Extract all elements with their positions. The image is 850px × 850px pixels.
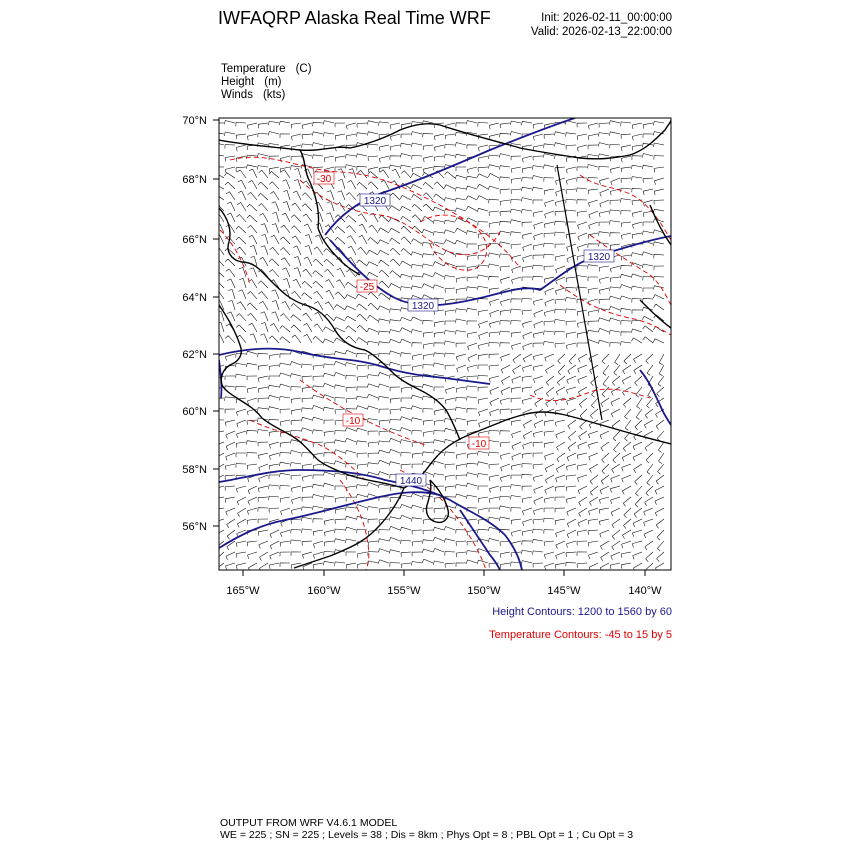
valid-time: Valid: 2026-02-13_22:00:00 [530, 26, 672, 38]
height-contour-label: 1320 [411, 301, 435, 312]
lon-label: 150°W [467, 585, 501, 597]
height-contour [460, 510, 500, 570]
lon-label: 145°W [547, 585, 581, 597]
height-contour-label: 1320 [363, 196, 387, 207]
coastline [300, 150, 360, 275]
init-time: Init: 2026-02-11_00:00:00 [541, 12, 672, 24]
lat-label: 68°N [182, 174, 207, 186]
lon-axis [243, 570, 645, 576]
coastline [219, 124, 440, 151]
temperature-contour [340, 480, 369, 570]
variable-unit: (kts) [262, 89, 286, 101]
temp-contour-label: -25 [359, 282, 375, 293]
temperature-contour [300, 180, 500, 255]
temperature-contour [300, 380, 425, 445]
model-config: WE = 225 ; SN = 225 ; Levels = 38 ; Dis = 8km ; Phys Opt = 8 ; PBL Opt = 1 ; Cu Opt = 3 [220, 829, 634, 841]
height-contour-note: Height Contours: 1200 to 1560 by 60 [492, 606, 672, 618]
lat-axis [213, 120, 219, 526]
alaska-canada-border [557, 165, 602, 420]
height-contour [219, 470, 522, 570]
temperature-contour [420, 215, 487, 270]
lon-label: 155°W [387, 585, 421, 597]
coastline [219, 305, 262, 418]
lat-label: 56°N [182, 521, 207, 533]
lat-label: 58°N [182, 464, 207, 476]
lat-label: 66°N [182, 234, 207, 246]
map-title: IWFAQRP Alaska Real Time WRF [218, 8, 491, 28]
model-info: OUTPUT FROM WRF V4.6.1 MODEL [220, 817, 398, 829]
lat-label: 64°N [182, 292, 207, 304]
coastline [440, 120, 671, 159]
lon-label: 140°W [628, 585, 662, 597]
temp-contour-label: -10 [345, 416, 361, 427]
temperature-contour [230, 157, 520, 268]
lon-labels [226, 585, 662, 597]
height-contour [640, 370, 671, 425]
temp-contour-label: -10 [471, 439, 487, 450]
temperature-contour [530, 389, 650, 400]
wind-barbs [213, 121, 664, 573]
temperature-contour [560, 285, 671, 335]
wind-barb-field [213, 121, 664, 573]
height-contour-label: 1320 [587, 252, 611, 263]
lat-labels [182, 115, 207, 533]
temperature-contours [220, 157, 671, 570]
lat-label: 70°N [182, 115, 207, 127]
variable-name: Height [221, 76, 255, 88]
temperature-contour [580, 175, 671, 240]
height-contour-label: 1440 [399, 476, 423, 487]
temp-contour-label: -30 [316, 174, 332, 185]
variable-unit: (C) [295, 63, 312, 75]
variable-unit: (m) [264, 76, 282, 88]
variable-name: Winds [221, 89, 253, 101]
lat-label: 60°N [182, 406, 207, 418]
temperature-contour-note: Temperature Contours: -45 to 15 by 5 [489, 629, 672, 641]
lat-label: 62°N [182, 349, 207, 361]
lon-label: 160°W [307, 585, 341, 597]
variable-name: Temperature [221, 63, 286, 75]
lon-label: 165°W [226, 585, 260, 597]
